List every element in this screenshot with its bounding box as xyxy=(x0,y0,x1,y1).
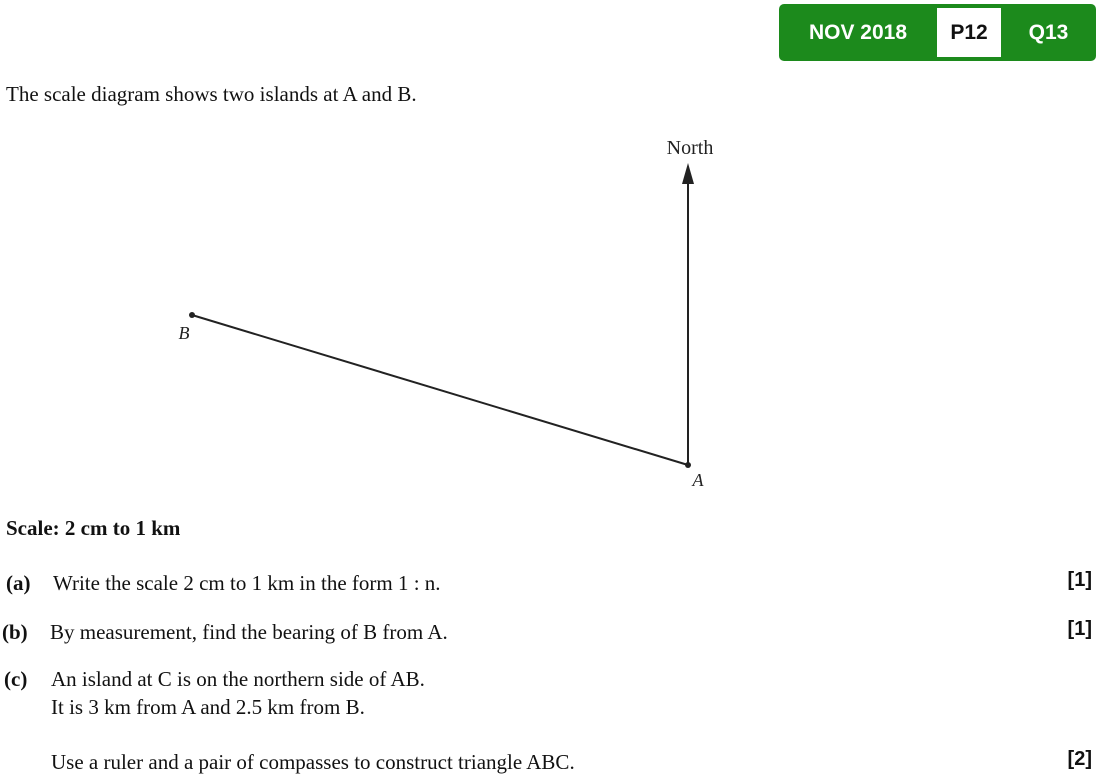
question-intro: The scale diagram shows two islands at A and B. xyxy=(6,82,417,106)
question-c-line-2: It is 3 km from A and 2.5 km from B. xyxy=(51,695,365,719)
question-c-line-3: Use a ruler and a pair of compasses to construct triangle ABC. xyxy=(51,750,575,774)
exam-session: NOV 2018 xyxy=(808,20,908,44)
point-b-label: B xyxy=(178,323,190,343)
point-b xyxy=(189,312,195,318)
question-b-label: (b) xyxy=(2,620,28,644)
question-a-text: Write the scale 2 cm to 1 km in the form 1 : n. xyxy=(53,571,441,595)
paper-number: P12 xyxy=(937,8,1001,57)
point-a-label: A xyxy=(692,470,704,490)
question-a-marks: [1] xyxy=(1067,569,1092,591)
question-c-label: (c) xyxy=(4,667,28,691)
question-a-label: (a) xyxy=(6,571,31,595)
question-b-marks: [1] xyxy=(1067,618,1092,640)
north-arrowhead xyxy=(682,163,694,184)
question-c-marks: [2] xyxy=(1067,748,1092,770)
scale-note: Scale: 2 cm to 1 km xyxy=(6,516,181,540)
exam-reference-badge xyxy=(779,4,1096,61)
north-label: North xyxy=(666,137,714,159)
question-c-line-1: An island at C is on the northern side of AB. xyxy=(51,667,425,691)
point-a xyxy=(685,462,691,468)
question-b-text: By measurement, find the bearing of B from A. xyxy=(50,620,448,644)
question-number: Q13 xyxy=(1028,20,1069,44)
line-ab xyxy=(192,315,688,465)
